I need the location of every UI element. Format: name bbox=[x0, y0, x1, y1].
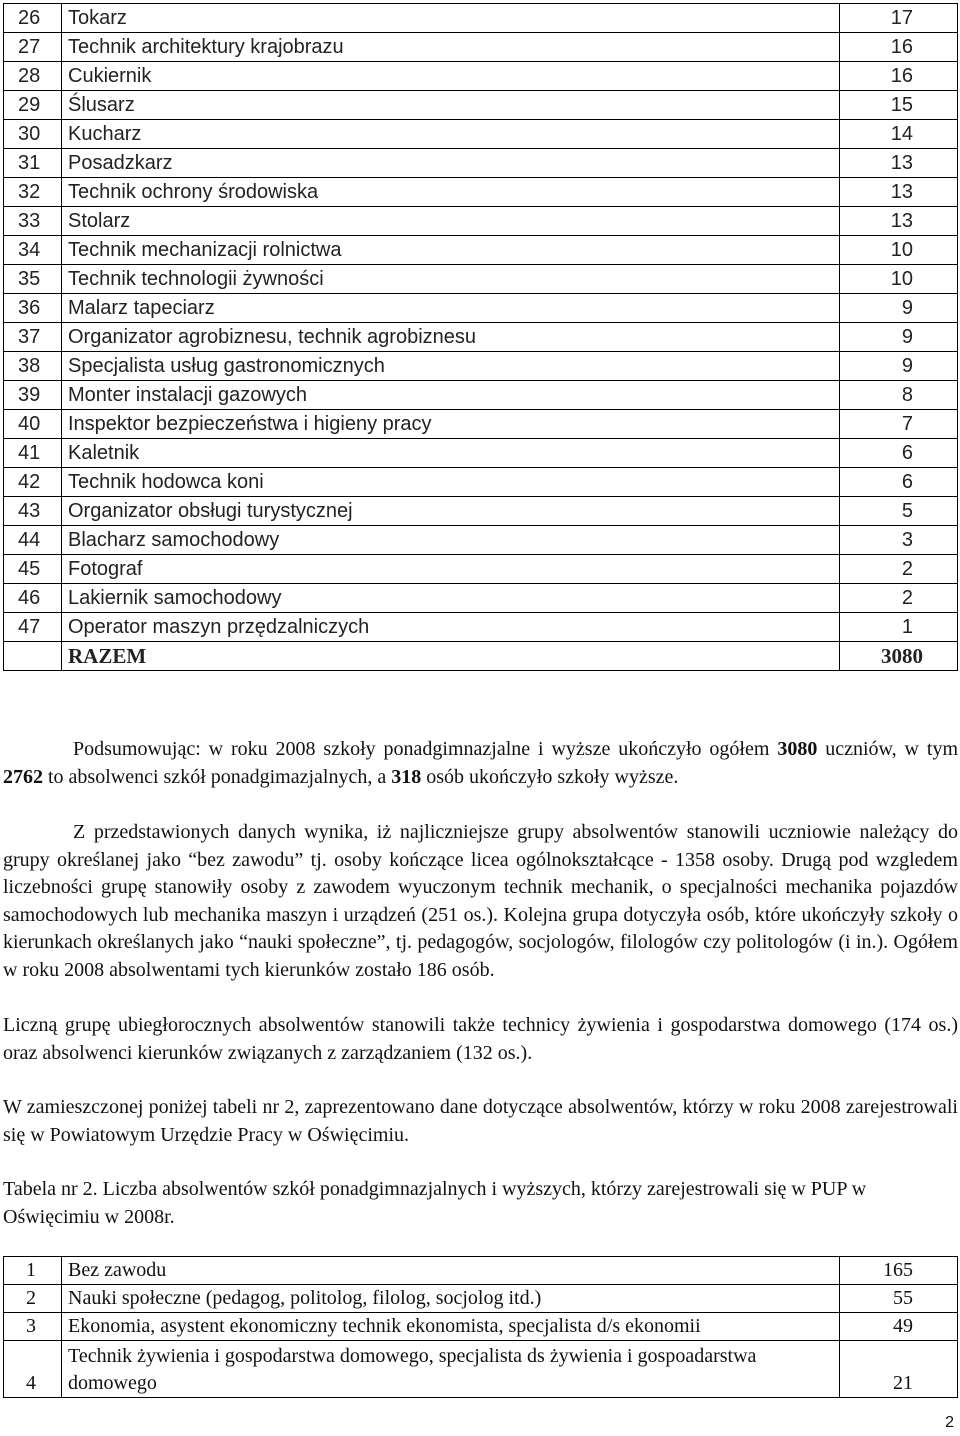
row-profession: Tokarz bbox=[62, 4, 840, 33]
row-number: 2 bbox=[4, 1285, 62, 1313]
summary-paragraph bbox=[3, 736, 958, 791]
summary-total: 3080 bbox=[777, 738, 818, 760]
table-row bbox=[4, 1341, 958, 1398]
row-number: 33 bbox=[4, 207, 62, 236]
table-row bbox=[4, 323, 958, 352]
table-row bbox=[4, 439, 958, 468]
row-category: Technik żywienia i gospodarstwa domowego, specjalista ds żywienia i gospoadarstwa domowego bbox=[62, 1341, 840, 1398]
summary-text-4: osób ukończyło szkoły wyższe. bbox=[421, 765, 679, 788]
row-count: 2 bbox=[840, 555, 958, 584]
row-number: 4 bbox=[4, 1341, 62, 1398]
table-row bbox=[4, 33, 958, 62]
row-count: 3 bbox=[840, 526, 958, 555]
table-row bbox=[4, 1313, 958, 1341]
total-label: RAZEM bbox=[62, 642, 840, 671]
row-profession: Technik hodowca koni bbox=[62, 468, 840, 497]
row-category: Ekonomia, asystent ekonomiczny technik ekonomista, specjalista d/s ekonomii bbox=[62, 1313, 840, 1341]
row-count: 2 bbox=[840, 584, 958, 613]
row-number: 26 bbox=[4, 4, 62, 33]
row-count: 17 bbox=[840, 4, 958, 33]
row-number: 43 bbox=[4, 497, 62, 526]
table-row bbox=[4, 1285, 958, 1313]
row-count: 8 bbox=[840, 381, 958, 410]
row-count: 9 bbox=[840, 352, 958, 381]
row-number: 41 bbox=[4, 439, 62, 468]
row-number: 30 bbox=[4, 120, 62, 149]
row-profession: Inspektor bezpieczeństwa i higieny pracy bbox=[62, 410, 840, 439]
additional-groups-text: Liczną grupę ubiegłorocznych absolwentów stanowili także technicy żywienia i gospodarstwa domowego (174 os.) oraz absolwenci kierunków związanych z zarządzaniem (132 os.). bbox=[3, 1014, 958, 1064]
row-count: 49 bbox=[840, 1313, 958, 1341]
row-number: 31 bbox=[4, 149, 62, 178]
row-number: 28 bbox=[4, 62, 62, 91]
table2-intro-text: W zamieszczonej poniżej tabeli nr 2, zaprezentowano dane dotyczące absolwentów, którzy w roku 2008 zarejestrowali się w Powiatowym Urzędzie Pracy w Oświęcimiu. bbox=[3, 1096, 958, 1146]
row-profession: Operator maszyn przędzalniczych bbox=[62, 613, 840, 642]
row-number: 27 bbox=[4, 33, 62, 62]
table-row bbox=[4, 1257, 958, 1285]
row-profession: Organizator agrobiznesu, technik agrobiznesu bbox=[62, 323, 840, 352]
table-row bbox=[4, 149, 958, 178]
total-row bbox=[4, 642, 958, 671]
table-row bbox=[4, 207, 958, 236]
row-count: 7 bbox=[840, 410, 958, 439]
row-profession: Kucharz bbox=[62, 120, 840, 149]
row-number: 36 bbox=[4, 294, 62, 323]
analysis-paragraph bbox=[3, 819, 958, 984]
row-profession: Organizator obsługi turystycznej bbox=[62, 497, 840, 526]
analysis-text: Z przedstawionych danych wynika, iż najliczniejsze grupy absolwentów stanowili uczniowie należący do grupy określanej jako “bez zawodu” tj. osoby kończące licea ogólnokształcące - 1358 osoby. Drugą pod wzgledem liczebności grupę stanowiły osoby z zawodem wyuczonym technik mechanik, o specjalności mechanika pojazdów samochodowych lub mechanika maszyn i urządzeń (251 os.). Kolejna grupa dotyczyła osób, które ukończyły szkoły o kierunkach określanych jako “nauki społeczne”, tj. pedagogów, socjologów, filologów czy politologów (i in.). Ogółem w roku 2008 absolwentami tych kierunków zostało 186 osób. bbox=[3, 821, 958, 981]
row-count: 9 bbox=[840, 294, 958, 323]
row-category: Nauki społeczne (pedagog, politolog, filolog, socjolog itd.) bbox=[62, 1285, 840, 1313]
table-row bbox=[4, 410, 958, 439]
table-row bbox=[4, 265, 958, 294]
row-count: 9 bbox=[840, 323, 958, 352]
summary-text-3: to absolwenci szkół ponadgimazjalnych, a bbox=[43, 765, 392, 788]
table-row bbox=[4, 497, 958, 526]
row-profession: Blacharz samochodowy bbox=[62, 526, 840, 555]
table-row bbox=[4, 526, 958, 555]
table-row bbox=[4, 468, 958, 497]
row-number: 38 bbox=[4, 352, 62, 381]
row-number: 40 bbox=[4, 410, 62, 439]
summary-text-1: Podsumowując: w roku 2008 szkoły ponadgimnazjalne i wyższe ukończyło ogółem bbox=[73, 738, 778, 760]
row-count: 14 bbox=[840, 120, 958, 149]
table2-caption bbox=[3, 1176, 958, 1231]
professions-table-continued bbox=[3, 3, 958, 671]
row-count: 15 bbox=[840, 91, 958, 120]
row-count: 16 bbox=[840, 33, 958, 62]
row-profession: Stolarz bbox=[62, 207, 840, 236]
table-row bbox=[4, 236, 958, 265]
row-count: 6 bbox=[840, 439, 958, 468]
table-row bbox=[4, 381, 958, 410]
row-profession: Lakiernik samochodowy bbox=[62, 584, 840, 613]
table-row bbox=[4, 91, 958, 120]
page-number: 2 bbox=[945, 1414, 954, 1431]
table-row bbox=[4, 178, 958, 207]
row-number: 34 bbox=[4, 236, 62, 265]
row-profession: Technik mechanizacji rolnictwa bbox=[62, 236, 840, 265]
row-count: 1 bbox=[840, 613, 958, 642]
row-profession: Fotograf bbox=[62, 555, 840, 584]
row-number: 32 bbox=[4, 178, 62, 207]
table-row bbox=[4, 584, 958, 613]
table2-intro-paragraph bbox=[3, 1094, 958, 1149]
row-count: 165 bbox=[840, 1257, 958, 1285]
row-count: 10 bbox=[840, 236, 958, 265]
row-number: 3 bbox=[4, 1313, 62, 1341]
row-number: 47 bbox=[4, 613, 62, 642]
row-category: Bez zawodu bbox=[62, 1257, 840, 1285]
summary-secondary-count: 2762 bbox=[3, 765, 43, 788]
summary-text-2: uczniów, w tym bbox=[817, 738, 959, 760]
row-count: 10 bbox=[840, 265, 958, 294]
row-count: 55 bbox=[840, 1285, 958, 1313]
total-number-cell bbox=[4, 642, 62, 671]
row-number: 1 bbox=[4, 1257, 62, 1285]
row-count: 5 bbox=[840, 497, 958, 526]
row-count: 6 bbox=[840, 468, 958, 497]
row-number: 45 bbox=[4, 555, 62, 584]
row-profession: Technik ochrony środowiska bbox=[62, 178, 840, 207]
additional-groups-paragraph bbox=[3, 1012, 958, 1067]
row-count: 13 bbox=[840, 178, 958, 207]
row-profession: Malarz tapeciarz bbox=[62, 294, 840, 323]
row-profession: Technik architektury krajobrazu bbox=[62, 33, 840, 62]
row-number: 35 bbox=[4, 265, 62, 294]
row-profession: Posadzkarz bbox=[62, 149, 840, 178]
row-count: 16 bbox=[840, 62, 958, 91]
registered-graduates-table bbox=[3, 1256, 958, 1398]
total-value: 3080 bbox=[840, 642, 958, 671]
table-row bbox=[4, 62, 958, 91]
row-number: 42 bbox=[4, 468, 62, 497]
table2-caption-text: Tabela nr 2. Liczba absolwentów szkół ponadgimnazjalnych i wyższych, którzy zarejestrowali się w PUP w Oświęcimiu w 2008r. bbox=[3, 1178, 867, 1228]
row-profession: Specjalista usług gastronomicznych bbox=[62, 352, 840, 381]
table-row bbox=[4, 294, 958, 323]
table-row bbox=[4, 352, 958, 381]
table-row bbox=[4, 555, 958, 584]
row-number: 39 bbox=[4, 381, 62, 410]
row-profession: Ślusarz bbox=[62, 91, 840, 120]
row-count: 13 bbox=[840, 149, 958, 178]
table-row bbox=[4, 613, 958, 642]
row-number: 29 bbox=[4, 91, 62, 120]
row-number: 46 bbox=[4, 584, 62, 613]
table-row bbox=[4, 120, 958, 149]
row-number: 37 bbox=[4, 323, 62, 352]
row-profession: Monter instalacji gazowych bbox=[62, 381, 840, 410]
row-profession: Kaletnik bbox=[62, 439, 840, 468]
row-count: 13 bbox=[840, 207, 958, 236]
summary-higher-count: 318 bbox=[391, 765, 422, 788]
row-profession: Technik technologii żywności bbox=[62, 265, 840, 294]
row-number: 44 bbox=[4, 526, 62, 555]
table-row bbox=[4, 4, 958, 33]
row-profession: Cukiernik bbox=[62, 62, 840, 91]
row-count: 21 bbox=[840, 1341, 958, 1398]
